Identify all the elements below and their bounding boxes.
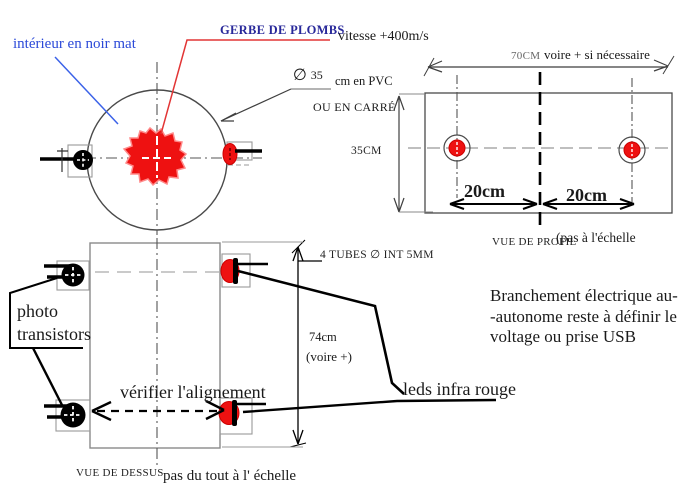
pellet-spray-blob [124,128,186,185]
power-note-line3: voltage ou prise USB [490,327,636,347]
leds-label: leds infra rouge [403,379,516,399]
interior-matte-black-label: intérieur en noir mat [13,36,136,52]
topview-photo-transistor-bottom [44,400,90,431]
speed-label: vitesse +400m/s [338,29,429,44]
top-view-scale-note: pas du tout à l' échelle [163,468,297,484]
alignment-label: vérifier l'alignement [120,382,266,402]
power-note-line2: -autonome reste à définir le [490,306,677,326]
profile-led-hole-right [619,78,645,202]
pellet-spray-label: GERBE DE PLOMBS [220,23,345,37]
front-photo-transistor [40,145,93,177]
profile-height-label: 35CM [351,145,382,157]
profile-scale-note: (pas à l'échelle [556,230,636,245]
topview-photo-transistor-top [44,261,89,290]
pellet-spray-leader-line [161,40,330,134]
diameter-group [293,66,323,85]
topview-rectangle [90,238,224,468]
alignment-check-arrow [92,401,224,420]
topview-ir-led-bottom [219,398,266,434]
profile-height-dimension [394,94,433,212]
photo-transistors-label: photo transistors [17,301,91,344]
spacing-right-label: 20cm [566,185,607,205]
profile-view-caption: VUE DE PROFIL [492,236,577,248]
profile-width-label: 70CM [511,50,541,62]
power-note [490,286,678,348]
length-label: 74cm [309,330,337,344]
front-ir-led [223,142,262,165]
interior-leader-line [55,57,118,124]
profile-width-note: voire + si nécessaire [544,47,650,62]
power-note-line1: Branchement électrique au- [490,286,678,305]
spacing-left-label: 20cm [464,181,505,201]
alt-shape-label: OU EN CARRÉ [313,100,396,114]
topview-ir-led-top [221,254,268,287]
material-label: cm en PVC [335,74,393,88]
diameter-icon: ∅ [293,65,307,84]
tubes-label: 4 TUBES ∅ INT 5MM [320,249,434,261]
length-note: (voire +) [306,349,352,364]
top-view-caption: VUE DE DESSUS [76,467,164,479]
diameter-value: 35 [310,68,323,82]
